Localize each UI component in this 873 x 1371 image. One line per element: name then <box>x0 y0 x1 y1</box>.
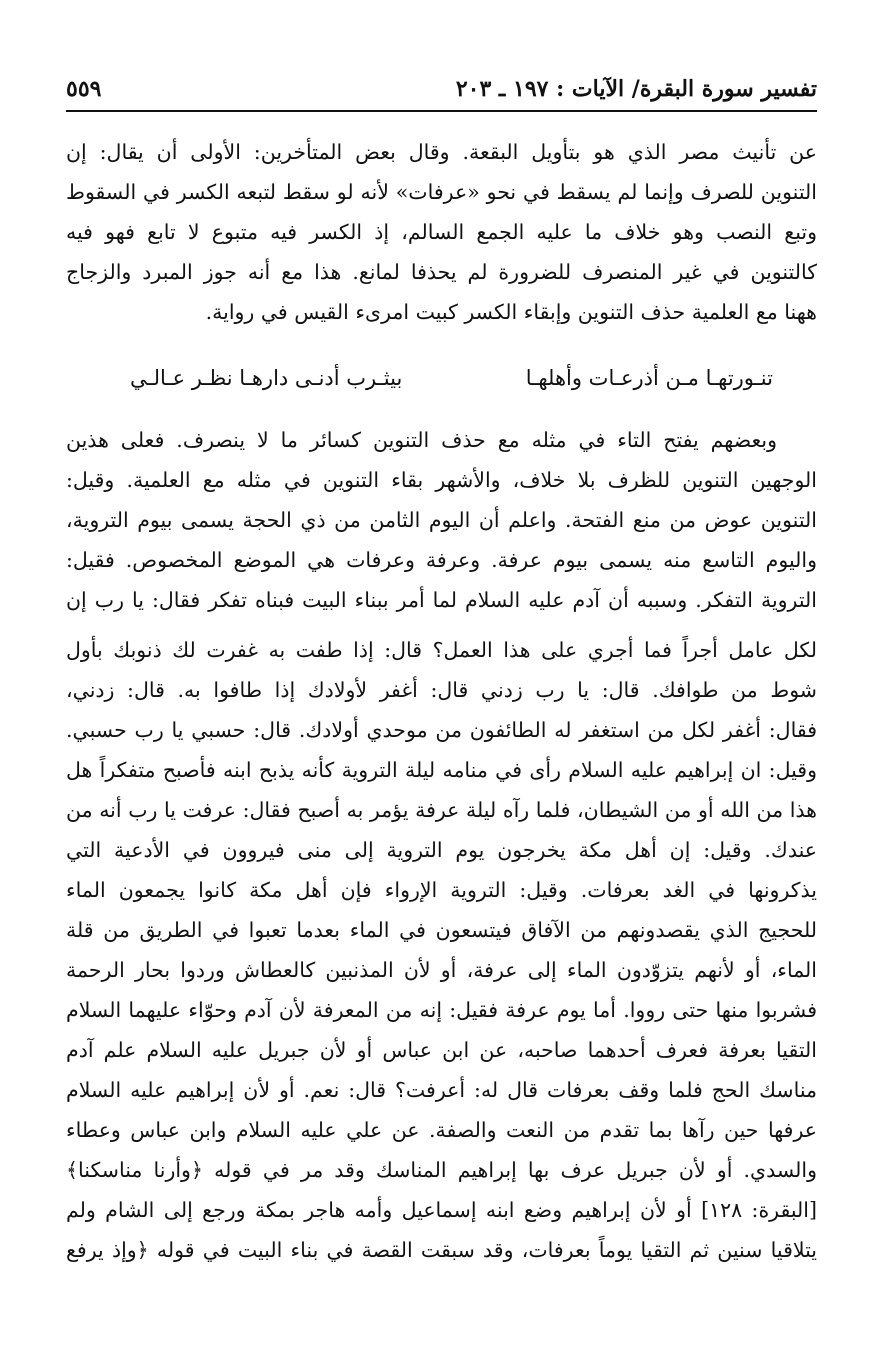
text-line: واليوم التاسع منه يسمى بيوم عرفة. وعرفة وعرفات هي الموضع المخصوص. فقيل: <box>66 548 817 572</box>
text-line: وقيل: ان إبراهيم عليه السلام رأى في منامه ليلة التروية كأنه يذبح ابنه فأصبح متفكراً هل <box>66 758 817 782</box>
text-line: عندك. وقيل: إن أهل مكة يخرجون يوم التروية إلى منى فيروون في الأدعية التي <box>66 838 817 862</box>
text-line: يتلاقيا سنين ثم التقيا يوماً بعرفات، وقد سبقت القصة في بناء البيت في قوله ﴿وإذ يرفع <box>66 1238 817 1262</box>
text-line: كالتنوين في غير المنصرف للضرورة لم يحذفا لمانع. هذا مع أنه جوز المبرد والزجاج <box>66 260 817 284</box>
text-line: التروية التفكر. وسببه أن آدم عليه السلام لما أمر ببناء البيت فبناه تفكر فقال: يا رب إن <box>66 588 817 612</box>
text-line: فقال: أغفر لكل من استغفر له الطائفون من موحدي أولادك. قال: حسبي يا رب حسبي. <box>66 718 817 742</box>
text-line: وتبع النصب وهو خلاف ما عليه الجمع السالم، إذ الكسر فيه متبوع لا تابع فهو فيه <box>66 220 817 244</box>
text-line: عرفها حين رآها بما تقدم من النعت والصفة. عن علي عليه السلام وابن عباس وعطاء <box>66 1118 817 1142</box>
text-line: ههنا مع العلمية حذف التنوين وإبقاء الكسر كبيت امرىء القيس في رواية. <box>205 300 817 324</box>
text-line: وبعضهم يفتح التاء في مثله مع حذف التنوين كسائر ما لا ينصرف. فعلى هذين <box>66 428 777 452</box>
text-line: التقيا بعرفة فعرف أحدهما صاحبه، عن ابن عباس أو لأن جبريل عليه السلام علم آدم <box>66 1038 817 1062</box>
text-line: الماء، أو لأنهم يتزوّدون الماء إلى عرفة، أو لأن المذنبين كالعطاش وردوا بحار الرحمة <box>66 958 817 982</box>
text-line: للحجيج الذي يقصدونهم من الآفاق فيتسعون في الماء بعدما تعبوا في الطريق من قلة <box>66 918 817 942</box>
page-number: ٥٥٩ <box>66 76 102 102</box>
poetry-verse <box>130 356 773 400</box>
running-header <box>66 72 817 106</box>
header-rule <box>66 110 817 112</box>
verse-hemistich-first: تنـورتهـا مـن أذرعـات وأهلهـا <box>525 366 773 390</box>
text-line: يذكرونها في الغد بعرفات. وقيل: التروية الإرواء فإن أهل مكة كانوا يجمعون الماء <box>66 878 817 902</box>
text-line: [البقرة: ١٢٨] أو لأن إبراهيم وضع ابنه إسماعيل وأمه هاجر بمكة ورجع إلى الشام ولم <box>66 1198 817 1222</box>
text-line: لكل عامل أجراً فما أجري على هذا العمل؟ قال: إذا طفت به غفرت لك ذنوبك بأول <box>66 638 817 662</box>
text-line: شوط من طوافك. قال: يا رب زدني قال: أغفر لأولادك إذا طافوا به. قال: زدني، <box>66 678 817 702</box>
header-title: تفسير سورة البقرة/ الآيات : ١٩٧ ـ ٢٠٣ <box>455 76 817 102</box>
text-line: هذا من الله أو من الشيطان، فلما رآه ليلة عرفة يؤمر به أصبح فقال: عرفت يا رب أنه من <box>66 798 817 822</box>
text-line: عن تأنيث مصر الذي هو بتأويل البقعة. وقال بعض المتأخرين: الأولى أن يقال: إن <box>66 140 817 164</box>
text-line: التنوين للصرف وإنما لم يسقط في نحو «عرفات» لأنه لو سقط لتبعه الكسر في السقوط <box>66 180 817 204</box>
text-line: والسدي. أو لأن جبريل عرف بها إبراهيم المناسك وقد مر في قوله ﴿وأرنا مناسكنا﴾ <box>66 1158 817 1182</box>
text-line: الوجهين التنوين للظرف بلا خلاف، والأشهر بقاء التنوين في مثله مع العلمية. وقيل: <box>66 468 817 492</box>
text-line: مناسك الحج فلما وقف بعرفات قال له: أعرفت؟ قال: نعم. أو لأن إبراهيم عليه السلام <box>66 1078 817 1102</box>
paragraph-2 <box>66 420 817 620</box>
text-line: التنوين عوض من منع الفتحة. واعلم أن اليوم الثامن من ذي الحجة يسمى بيوم التروية، <box>66 508 817 532</box>
text-line: فشربوا منها حتى رووا. أما يوم عرفة فقيل: إنه من المعرفة لأن آدم وحوّاء عليهما السلام <box>66 998 817 1022</box>
paragraph-3 <box>66 630 817 1270</box>
verse-hemistich-second: بيثـرب أدنـى دارهـا نظـر عـالـي <box>130 366 403 390</box>
paragraph-1 <box>66 132 817 332</box>
